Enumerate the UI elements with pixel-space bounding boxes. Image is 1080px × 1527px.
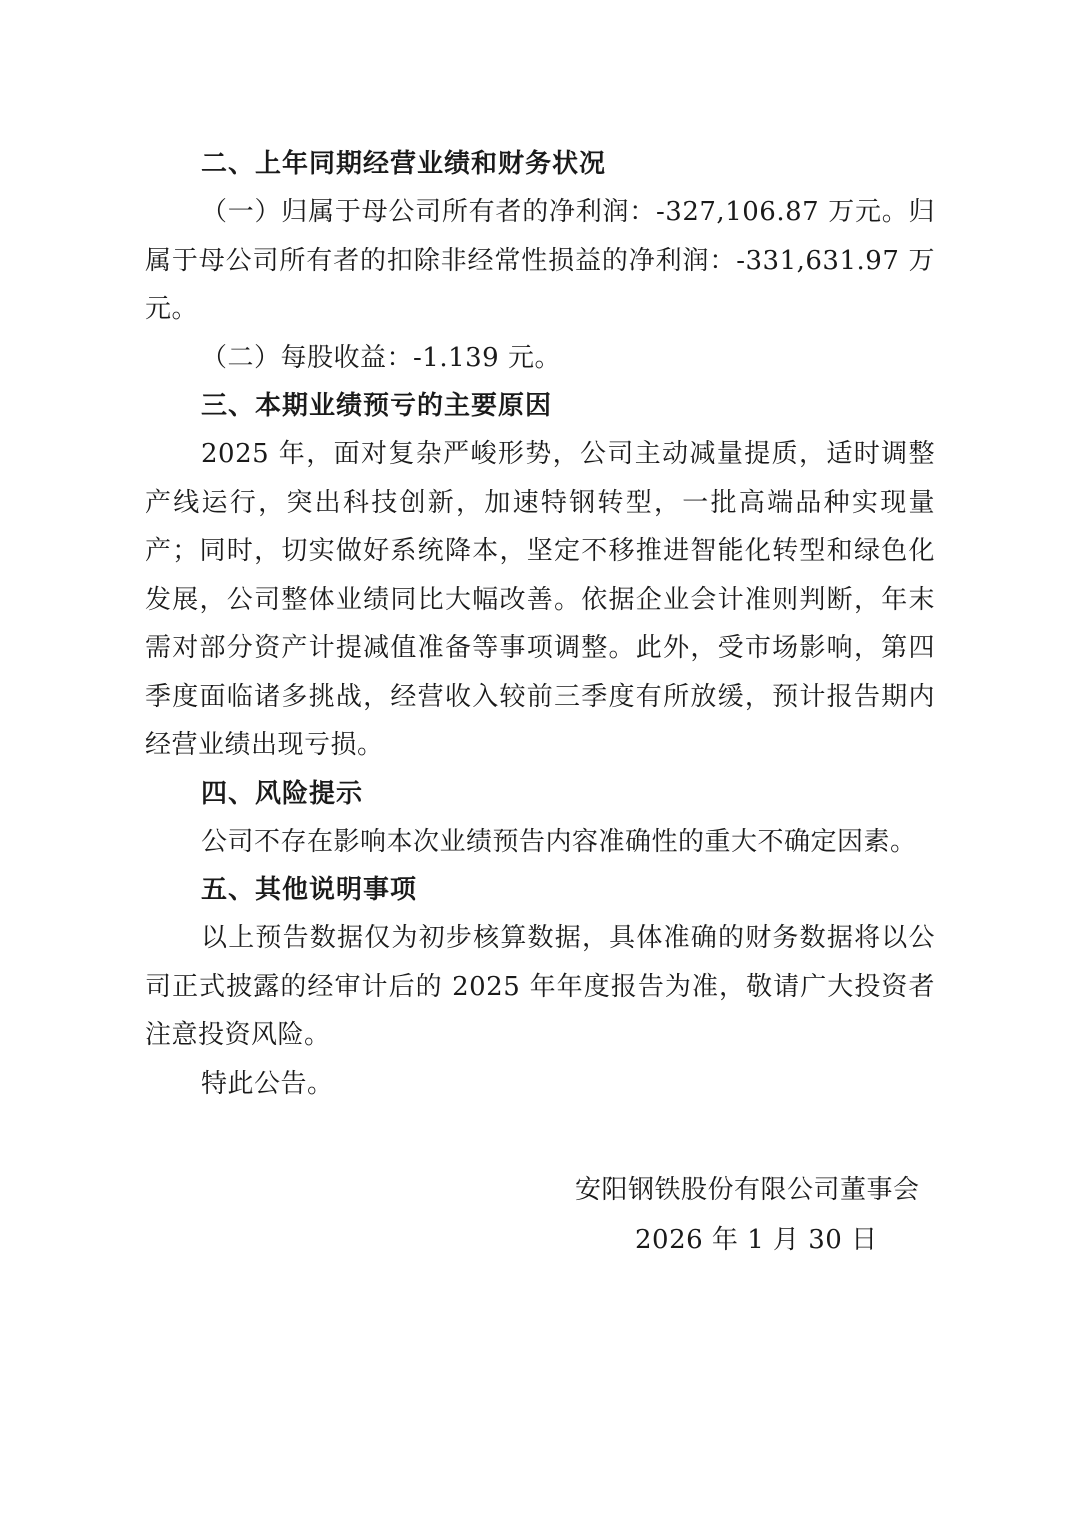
- closing-statement: 特此公告。: [201, 1068, 334, 1099]
- section4-body: 公司不存在影响本次业绩预告内容准确性的重大不确定因素。: [201, 826, 917, 857]
- signature-date: 2026 年 1 月 30 日: [635, 1225, 878, 1255]
- section5-body: 以上预告数据仅为初步核算数据，具体准确的财务数据将以公司正式披露的经审计后的 2025 年年度报告为准，敬请广大投资者注意投资风险。: [145, 923, 935, 1050]
- section2-item2: （二）每股收益：-1.139 元。: [201, 342, 561, 373]
- signature-company: 安阳钢铁股份有限公司董事会: [575, 1175, 920, 1205]
- section3-heading: 三、本期业绩预亏的主要原因: [201, 391, 553, 421]
- section5-heading: 五、其他说明事项: [201, 875, 418, 905]
- section3-body: 2025 年，面对复杂严峻形势，公司主动减量提质，适时调整产线运行，突出科技创新，加速特钢转型，一批高端品种实现量产；同时，切实做好系统降本，坚定不移推进智能化转型和绿色化发展，公司整体业绩同比大幅改善。依据企业会计准则判断，年末需对部分资产计提减值准备等事项调整。此外，受市场影响，第四季度面临诸多挑战，经营收入较前三季度有所放缓，预计报告期内经营业绩出现亏损。: [145, 439, 935, 760]
- section2-heading: 二、上年同期经营业绩和财务状况: [201, 149, 607, 179]
- signature-block: [575, 1165, 935, 1265]
- section2-item1: （一）归属于母公司所有者的净利润：-327,106.87 万元。归属于母公司所有者的扣除非经常性损益的净利润：-331,631.97 万元。: [145, 197, 935, 324]
- document-body: [145, 140, 935, 1108]
- section4-heading: 四、风险提示: [201, 778, 364, 809]
